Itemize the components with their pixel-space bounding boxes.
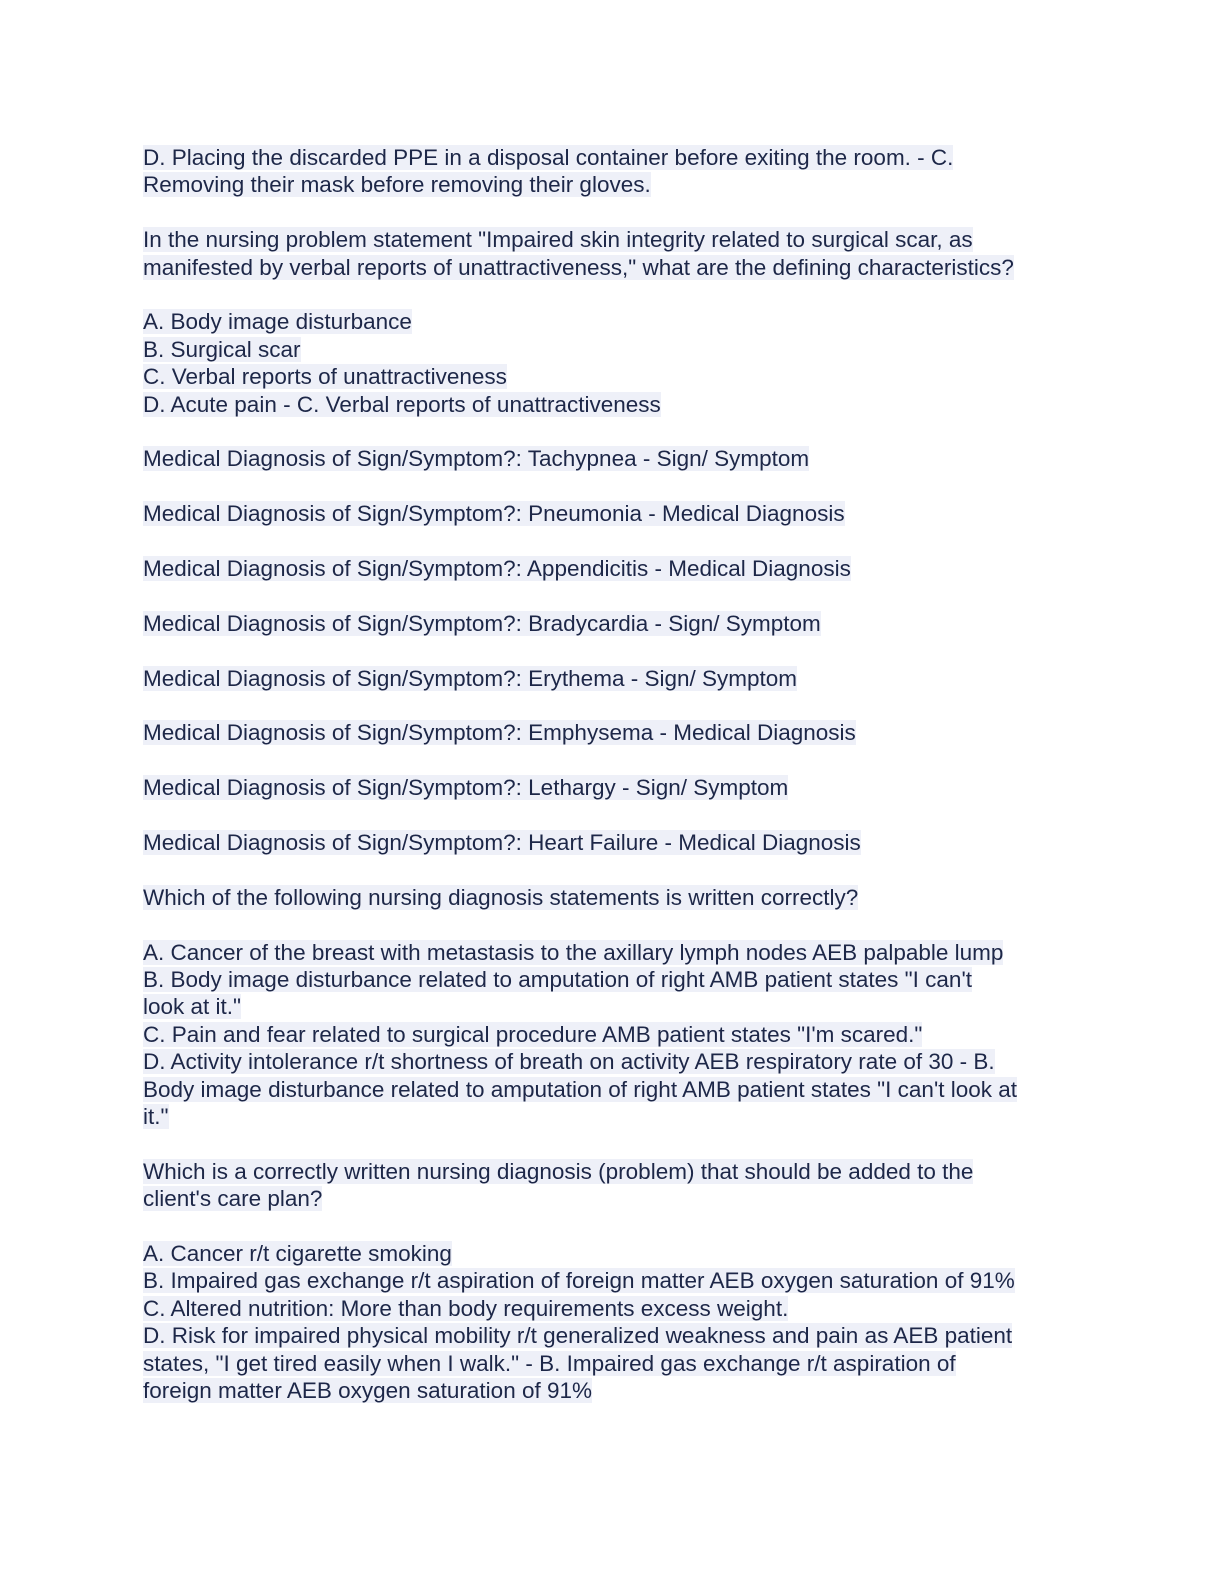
option-line: B. Body image disturbance related to amputation of right AMB patient states "I can't: [143, 967, 972, 992]
text-line: Which is a correctly written nursing diagnosis (problem) that should be added to the: [143, 1158, 974, 1184]
option-line: it.": [143, 1104, 169, 1130]
option-line: A. Cancer r/t cigarette smoking: [143, 1241, 452, 1267]
text-line: D. Placing the discarded PPE in a disposal container before exiting the room. - C.: [143, 145, 954, 170]
text-line: Medical Diagnosis of Sign/Symptom?: Erythema - Sign/ Symptom: [143, 665, 798, 691]
text-line: Medical Diagnosis of Sign/Symptom?: Bradycardia - Sign/ Symptom: [143, 610, 821, 636]
question-care-plan: [143, 1158, 1083, 1213]
text-line: Medical Diagnosis of Sign/Symptom?: Appendicitis - Medical Diagnosis: [143, 556, 851, 582]
option-line: C. Verbal reports of unattractiveness: [143, 364, 507, 390]
option-line: Body image disturbance related to amputation of right AMB patient states "I can't look at: [143, 1076, 1018, 1102]
flashcard-tachypnea: [143, 445, 1083, 472]
option-line: B. Impaired gas exchange r/t aspiration of foreign matter AEB oxygen saturation of 91%: [143, 1268, 1015, 1294]
option-line: foreign matter AEB oxygen saturation of 91%: [143, 1378, 593, 1404]
flashcard-erythema: [143, 665, 1083, 692]
document-page: [143, 144, 1083, 1432]
option-line: D. Acute pain - C. Verbal reports of unattractiveness: [143, 391, 661, 417]
option-line: B. Surgical scar: [143, 336, 301, 362]
option-line: look at it.": [143, 994, 242, 1020]
text-line: Medical Diagnosis of Sign/Symptom?: Emphysema - Medical Diagnosis: [143, 720, 856, 746]
text-line: Medical Diagnosis of Sign/Symptom?: Tachypnea - Sign/ Symptom: [143, 446, 810, 472]
text-line: manifested by verbal reports of unattractiveness," what are the defining characteristics?: [143, 254, 1014, 280]
options-defining-characteristics: [143, 308, 1083, 418]
flashcard-heart-failure: [143, 829, 1083, 856]
flashcard-emphysema: [143, 719, 1083, 746]
text-line: Removing their mask before removing their gloves.: [143, 172, 651, 198]
option-line: A. Body image disturbance: [143, 309, 412, 335]
flashcard-pneumonia: [143, 500, 1083, 527]
flashcard-appendicitis: [143, 555, 1083, 582]
options-written-correctly: [143, 939, 1083, 1131]
text-line: In the nursing problem statement "Impaired skin integrity related to surgical scar, as: [143, 227, 973, 253]
text-line: Which of the following nursing diagnosis statements is written correctly?: [143, 884, 859, 910]
text-line: Medical Diagnosis of Sign/Symptom?: Pneumonia - Medical Diagnosis: [143, 501, 845, 527]
option-line: A. Cancer of the breast with metastasis to the axillary lymph nodes AEB palpable lump: [143, 939, 1004, 965]
option-line: D. Risk for impaired physical mobility r/t generalized weakness and pain as AEB patient: [143, 1323, 1013, 1349]
flashcard-bradycardia: [143, 610, 1083, 637]
text-line: Medical Diagnosis of Sign/Symptom?: Lethargy - Sign/ Symptom: [143, 775, 789, 801]
options-care-plan: [143, 1240, 1083, 1404]
flashcard-lethargy: [143, 774, 1083, 801]
paragraph-ppe-answer: [143, 144, 1083, 199]
text-line: Medical Diagnosis of Sign/Symptom?: Heart Failure - Medical Diagnosis: [143, 830, 861, 855]
question-written-correctly: [143, 884, 1083, 911]
option-line: D. Activity intolerance r/t shortness of breath on activity AEB respiratory rate of 30 - B.: [143, 1049, 995, 1075]
text-line: client's care plan?: [143, 1186, 323, 1212]
question-defining-characteristics: [143, 226, 1083, 281]
option-line: C. Pain and fear related to surgical procedure AMB patient states "I'm scared.": [143, 1021, 923, 1047]
option-line: C. Altered nutrition: More than body requirements excess weight.: [143, 1295, 789, 1321]
option-line: states, "I get tired easily when I walk." - B. Impaired gas exchange r/t aspiration of: [143, 1350, 956, 1376]
